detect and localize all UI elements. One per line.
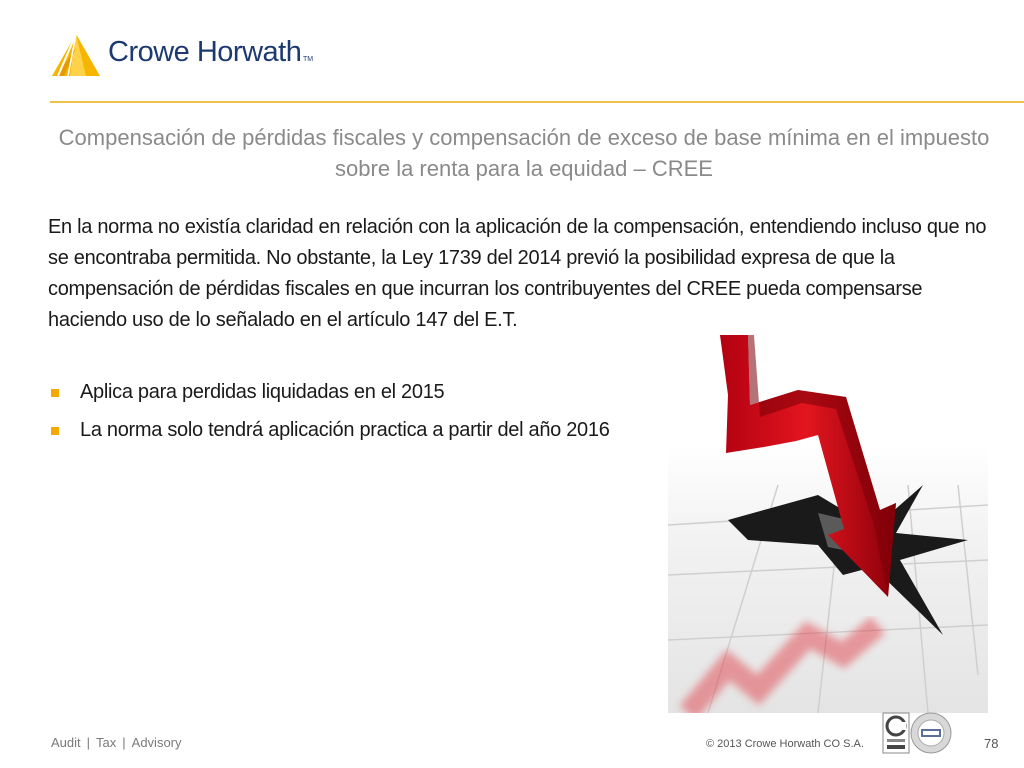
footer-tax: Tax	[96, 735, 117, 750]
footer-services	[51, 735, 182, 750]
crowe-horwath-logo	[50, 30, 350, 80]
footer-advisory: Advisory	[131, 735, 182, 750]
bullet-item	[50, 377, 670, 415]
header-divider	[50, 101, 1024, 103]
footer-audit: Audit	[51, 735, 81, 750]
icontec-iso-9001-icon	[882, 712, 910, 754]
bullet-item	[50, 415, 670, 453]
falling-arrow-illustration	[668, 335, 988, 713]
bullet-list	[50, 377, 670, 453]
square-bullet-icon	[51, 427, 59, 435]
slide-paragraph: En la norma no existía claridad en relación con la aplicación de la compensación, entendiendo incluso que no se encontraba permitida. No obstante, la Ley 1739 del 2014 previó la posibilidad expresa de que la compensación de pérdidas fiscales en que incurran los contribuyentes del CREE pueda compensarse haciendo uso de lo señalado en el artículo 147 del E.T.	[48, 216, 987, 331]
bullet-text: Aplica para perdidas liquidadas en el 2015	[80, 381, 445, 403]
footer-separator: |	[122, 735, 126, 750]
brand-trademark: TM	[303, 56, 314, 63]
footer-copyright: © 2013 Crowe Horwath CO S.A.	[706, 738, 864, 750]
iqnet-icon	[910, 712, 952, 754]
page-number: 78	[984, 736, 999, 751]
bullet-text: La norma solo tendrá aplicación practica a partir del año 2016	[80, 419, 610, 441]
brand-name: Crowe Horwath	[108, 36, 302, 68]
crowe-triangle-logo-icon	[50, 30, 102, 78]
slide-title: Compensación de pérdidas fiscales y compensación de exceso de base mínima en el impuesto sobre la renta para la equidad – CREE	[58, 125, 990, 181]
square-bullet-icon	[51, 389, 59, 397]
footer-separator: |	[86, 735, 91, 750]
